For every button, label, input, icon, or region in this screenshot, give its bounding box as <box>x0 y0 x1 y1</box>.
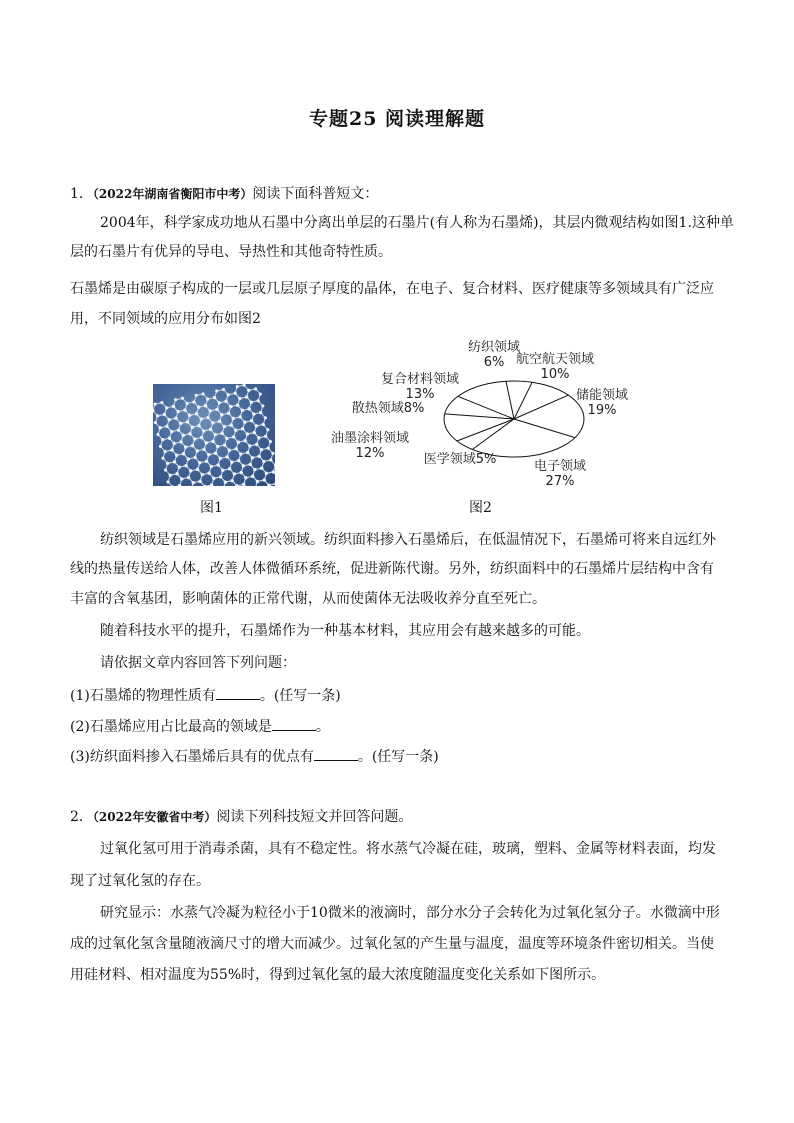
lattice-atom <box>153 402 157 406</box>
pie-label-5: 散热领域8% <box>351 401 425 416</box>
answer-blank-3[interactable] <box>314 746 358 761</box>
q2-p2-line2: 成的过氧化氢含量随液滴尺寸的增大而减少。过氧化氢的产生量与温度，温度等环境条件密切相关。当使 <box>70 936 714 952</box>
figure2-caption: 图2 <box>469 500 492 516</box>
application-pie-chart <box>330 335 640 495</box>
q2-number: 2． <box>70 809 93 825</box>
q1-number: 1． <box>70 186 93 202</box>
q1-p1-line1: 2004年，科学家成功地从石墨中分离出单层的石墨片(有人称为石墨烯)，其层内微观结构如图1.这种单 <box>100 215 734 231</box>
q1-subquestion-3: (3)纺织面料掺入石墨烯后具有的优点有 。(任写一条) <box>70 746 439 767</box>
lattice-atom <box>210 483 214 486</box>
q2-intro: 阅读下列科技短文并回答问题。 <box>216 809 413 825</box>
lattice-atom <box>215 389 219 393</box>
q1-p1-line2: 层的石墨片有优异的导电、导热性和其他奇特性质。 <box>70 244 392 260</box>
lattice-atom <box>174 398 178 402</box>
pie-label-1: 储能领域 <box>575 388 629 403</box>
q2-header <box>70 807 412 827</box>
pie-label-4: 油墨涂料领域 <box>330 431 410 446</box>
q1-p2-line1: 石墨烯是由碳原子构成的一层或几层原子厚度的晶体，在电子、复合材料、医疗健康等多领域具有广泛应 <box>70 281 714 297</box>
q2-source: （2022年安徽省中考） <box>92 810 217 824</box>
answer-blank-2[interactable] <box>272 716 316 731</box>
q1-p3-line2: 线的热量传送给人体，改善人体微循环系统，促进新陈代谢。另外，纺织面料中的石墨烯片层结构中含有 <box>70 561 714 577</box>
q1-p3-line1: 纺织领域是石墨烯应用的新兴领域。纺织面料掺入石墨烯后，在低温情况下，石墨烯可将来自远红外 <box>100 532 716 548</box>
answer-blank-1[interactable] <box>216 685 260 700</box>
q1-header <box>70 184 378 204</box>
q1-p4: 随着科技水平的提升，石墨烯作为一种基本材料，其应用会有越来越多的可能。 <box>100 623 590 639</box>
pie-label-7: 纺织领域 <box>467 340 521 355</box>
pie-value-7: 6% <box>483 355 505 370</box>
lattice-atom <box>178 484 182 486</box>
q1-subquestion-1: (1)石墨烯的物理性质有 。(任写一条) <box>70 685 341 706</box>
q2-p2-line3: 用硅材料、相对温度为55%时，得到过氧化氢的最大浓度随温度变化关系如下图所示。 <box>70 967 606 983</box>
lattice-atom <box>194 393 198 397</box>
graphene-lattice <box>153 384 275 486</box>
q1-prompt: 请依据文章内容回答下列问题： <box>100 655 296 671</box>
lattice-atom <box>235 385 239 389</box>
q2-p1-line1: 过氧化氢可用于消毒杀菌，具有不稳定性。将水蒸气冷凝在硅，玻璃，塑料、金属等材料表面，均发 <box>100 841 716 857</box>
pie-label-0: 航空航天领域 <box>515 352 595 367</box>
pie-value-4: 12% <box>355 446 385 461</box>
q2-p2-line1: 研究显示：水蒸气冷凝为粒径小于10微米的液滴时，部分水分子会转化为过氧化氢分子。水微滴中形 <box>100 905 720 921</box>
q1-p2-line2: 用，不同领域的应用分布如图2 <box>70 311 261 327</box>
graphene-structure-image <box>153 384 275 486</box>
pie-label-6: 复合材料领域 <box>380 372 460 387</box>
q1-subquestion-2: (2)石墨烯应用占比最高的领域是 。 <box>70 716 330 737</box>
pie-value-2: 27% <box>545 474 575 489</box>
q1-source: （2022年湖南省衡阳市中考） <box>92 187 253 201</box>
pie-value-1: 19% <box>587 403 617 418</box>
page-title: 专题25 阅读理解题 <box>308 108 486 130</box>
q1-p3-line3: 丰富的含氧基团，影响菌体的正常代谢，从而使菌体无法吸收养分直至死亡。 <box>70 591 546 607</box>
q1-intro: 阅读下面科普短文： <box>252 186 379 202</box>
pie-label-2: 电子领域 <box>533 459 587 474</box>
figure1-caption: 图1 <box>200 500 223 516</box>
pie-label-3: 医学领域5% <box>423 452 497 467</box>
q2-p1-line2: 现了过氧化氢的存在。 <box>70 873 210 889</box>
pie-value-6: 13% <box>405 387 435 402</box>
pie-value-0: 10% <box>540 367 570 382</box>
